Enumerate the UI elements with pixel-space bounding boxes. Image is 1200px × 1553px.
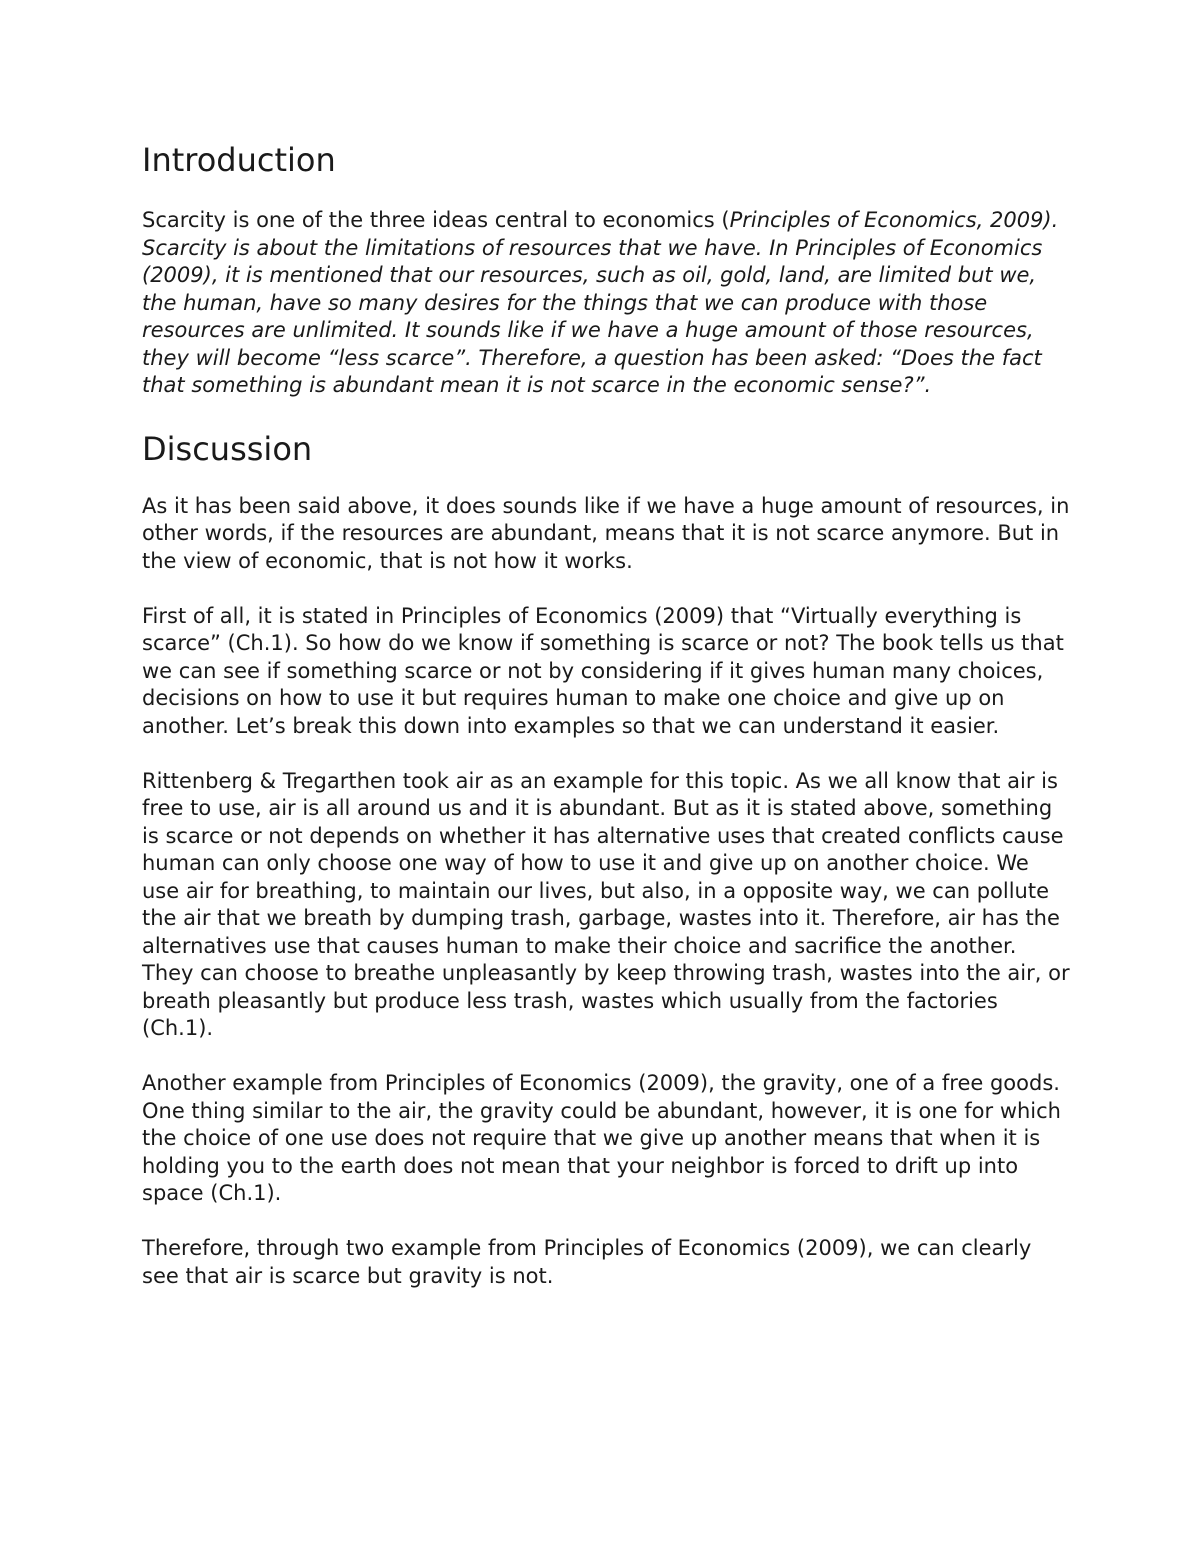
document-page [142, 140, 1072, 1290]
discussion-paragraph-1: As it has been said above, it does sounds like if we have a huge amount of resources, in other words, if the resources are abundant, means that it is not scarce anymore. But in the view of economic, that is not how it works. [142, 493, 1070, 573]
introduction-italic-text: Principles of Economics, 2009). Scarcity is about the limitations of resources that we have. In Principles of Economics (2009), it is mentioned that our resources, such as oil, gold, land, are limited but we, the human, have so many desires for the things that we can produce with those resources are unlimited. It sounds like if we have a huge amount of those resources, they will become “less scarce”. Therefore, a question has been asked: “Does the fact that something is abundant mean it is not scarce in the economic sense?”. [142, 208, 1059, 397]
introduction-text: Scarcity is one of the three ideas central to economics ( [142, 208, 730, 232]
discussion-paragraph-3: Rittenberg & Tregarthen took air as an example for this topic. As we all know that air is free to use, air is all around us and it is abundant. But as it is stated above, something is scarce or not depends on whether it has alternative uses that created conflicts cause human can only choose one way of how to use it and give up on another choice. We use air for breathing, to maintain our lives, but also, in a opposite way, we can pollute the air that we breath by dumping trash, garbage, wastes into it. Therefore, air has the alternatives use that causes human to make their choice and sacrifice the another. They can choose to breathe unpleasantly by keep throwing trash, wastes into the air, or breath pleasantly but produce less trash, wastes which usually from the factories (Ch.1). [142, 768, 1070, 1040]
discussion-paragraph-5: Therefore, through two example from Principles of Economics (2009), we can clearly see that air is scarce but gravity is not. [142, 1236, 1032, 1288]
discussion-paragraph-2: First of all, it is stated in Principles of Economics (2009) that “Virtually everything is scarce” (Ch.1). So how do we know if something is scarce or not? The book tells us that we can see if something scarce or not by considering if it gives human many choices, decisions on how to use it but requires human to make one choice and give up on another. Let’s break this down into examples so that we can understand it easier. [142, 603, 1064, 738]
discussion-paragraph-4: Another example from Principles of Economics (2009), the gravity, one of a free goods. One thing similar to the air, the gravity could be abundant, however, it is one for which the choice of one use does not require that we give up another means that when it is holding you to the earth does not mean that your neighbor is forced to drift up into space (Ch.1). [142, 1071, 1061, 1205]
discussion-heading: Discussion [142, 429, 313, 468]
introduction-paragraph [142, 207, 1072, 400]
introduction-heading: Introduction [142, 141, 336, 179]
discussion-body [142, 493, 1072, 1291]
